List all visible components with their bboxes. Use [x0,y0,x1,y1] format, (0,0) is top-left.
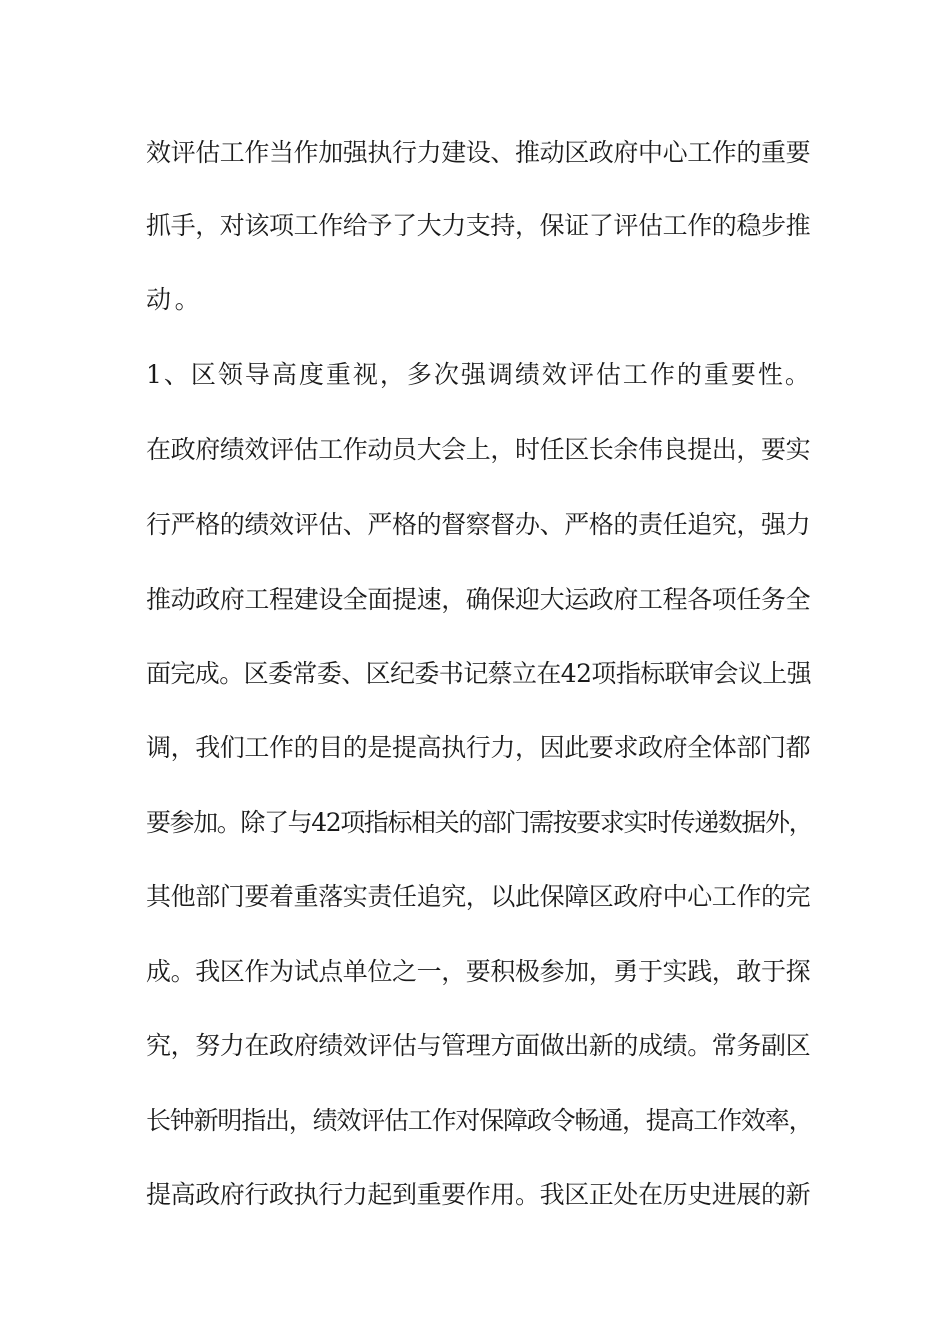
text-line: 动。 [146,285,204,314]
text-line: 在政府绩效评估工作动员大会上，时任区长余伟良提出，要实 [146,435,811,464]
text-line: 调，我们工作的目的是提高执行力，因此要求政府全体部门都 [146,733,811,762]
text-line: 其他部门要着重落实责任追究，以此保障区政府中心工作的完 [146,882,811,911]
text-line: 究，努力在政府绩效评估与管理方面做出新的成绩。常务副区 [146,1031,811,1060]
text-line: 要参加。除了与42项指标相关的部门需按要求实时传递数据外， [146,808,813,837]
text-line: 抓手，对该项工作给予了大力支持，保证了评估工作的稳步推 [146,211,811,240]
text-line: 效评估工作当作加强执行力建设、推动区政府中心工作的重要 [146,138,811,167]
text-line: 长钟新明指出，绩效评估工作对保障政令畅通，提高工作效率， [146,1106,813,1135]
text-line: 1、区领导高度重视，多次强调绩效评估工作的重要性。 [146,360,812,389]
text-line: 面完成。区委常委、区纪委书记蔡立在42项指标联审会议上强 [146,659,812,688]
text-line: 行严格的绩效评估、严格的督察督办、严格的责任追究，强力 [146,510,811,539]
text-line: 成。我区作为试点单位之一，要积极参加，勇于实践，敢于探 [146,957,811,986]
text-line: 提高政府行政执行力起到重要作用。我区正处在历史进展的新 [146,1180,811,1209]
text-line: 推动政府工程建设全面提速，确保迎大运政府工程各项任务全 [146,585,811,614]
